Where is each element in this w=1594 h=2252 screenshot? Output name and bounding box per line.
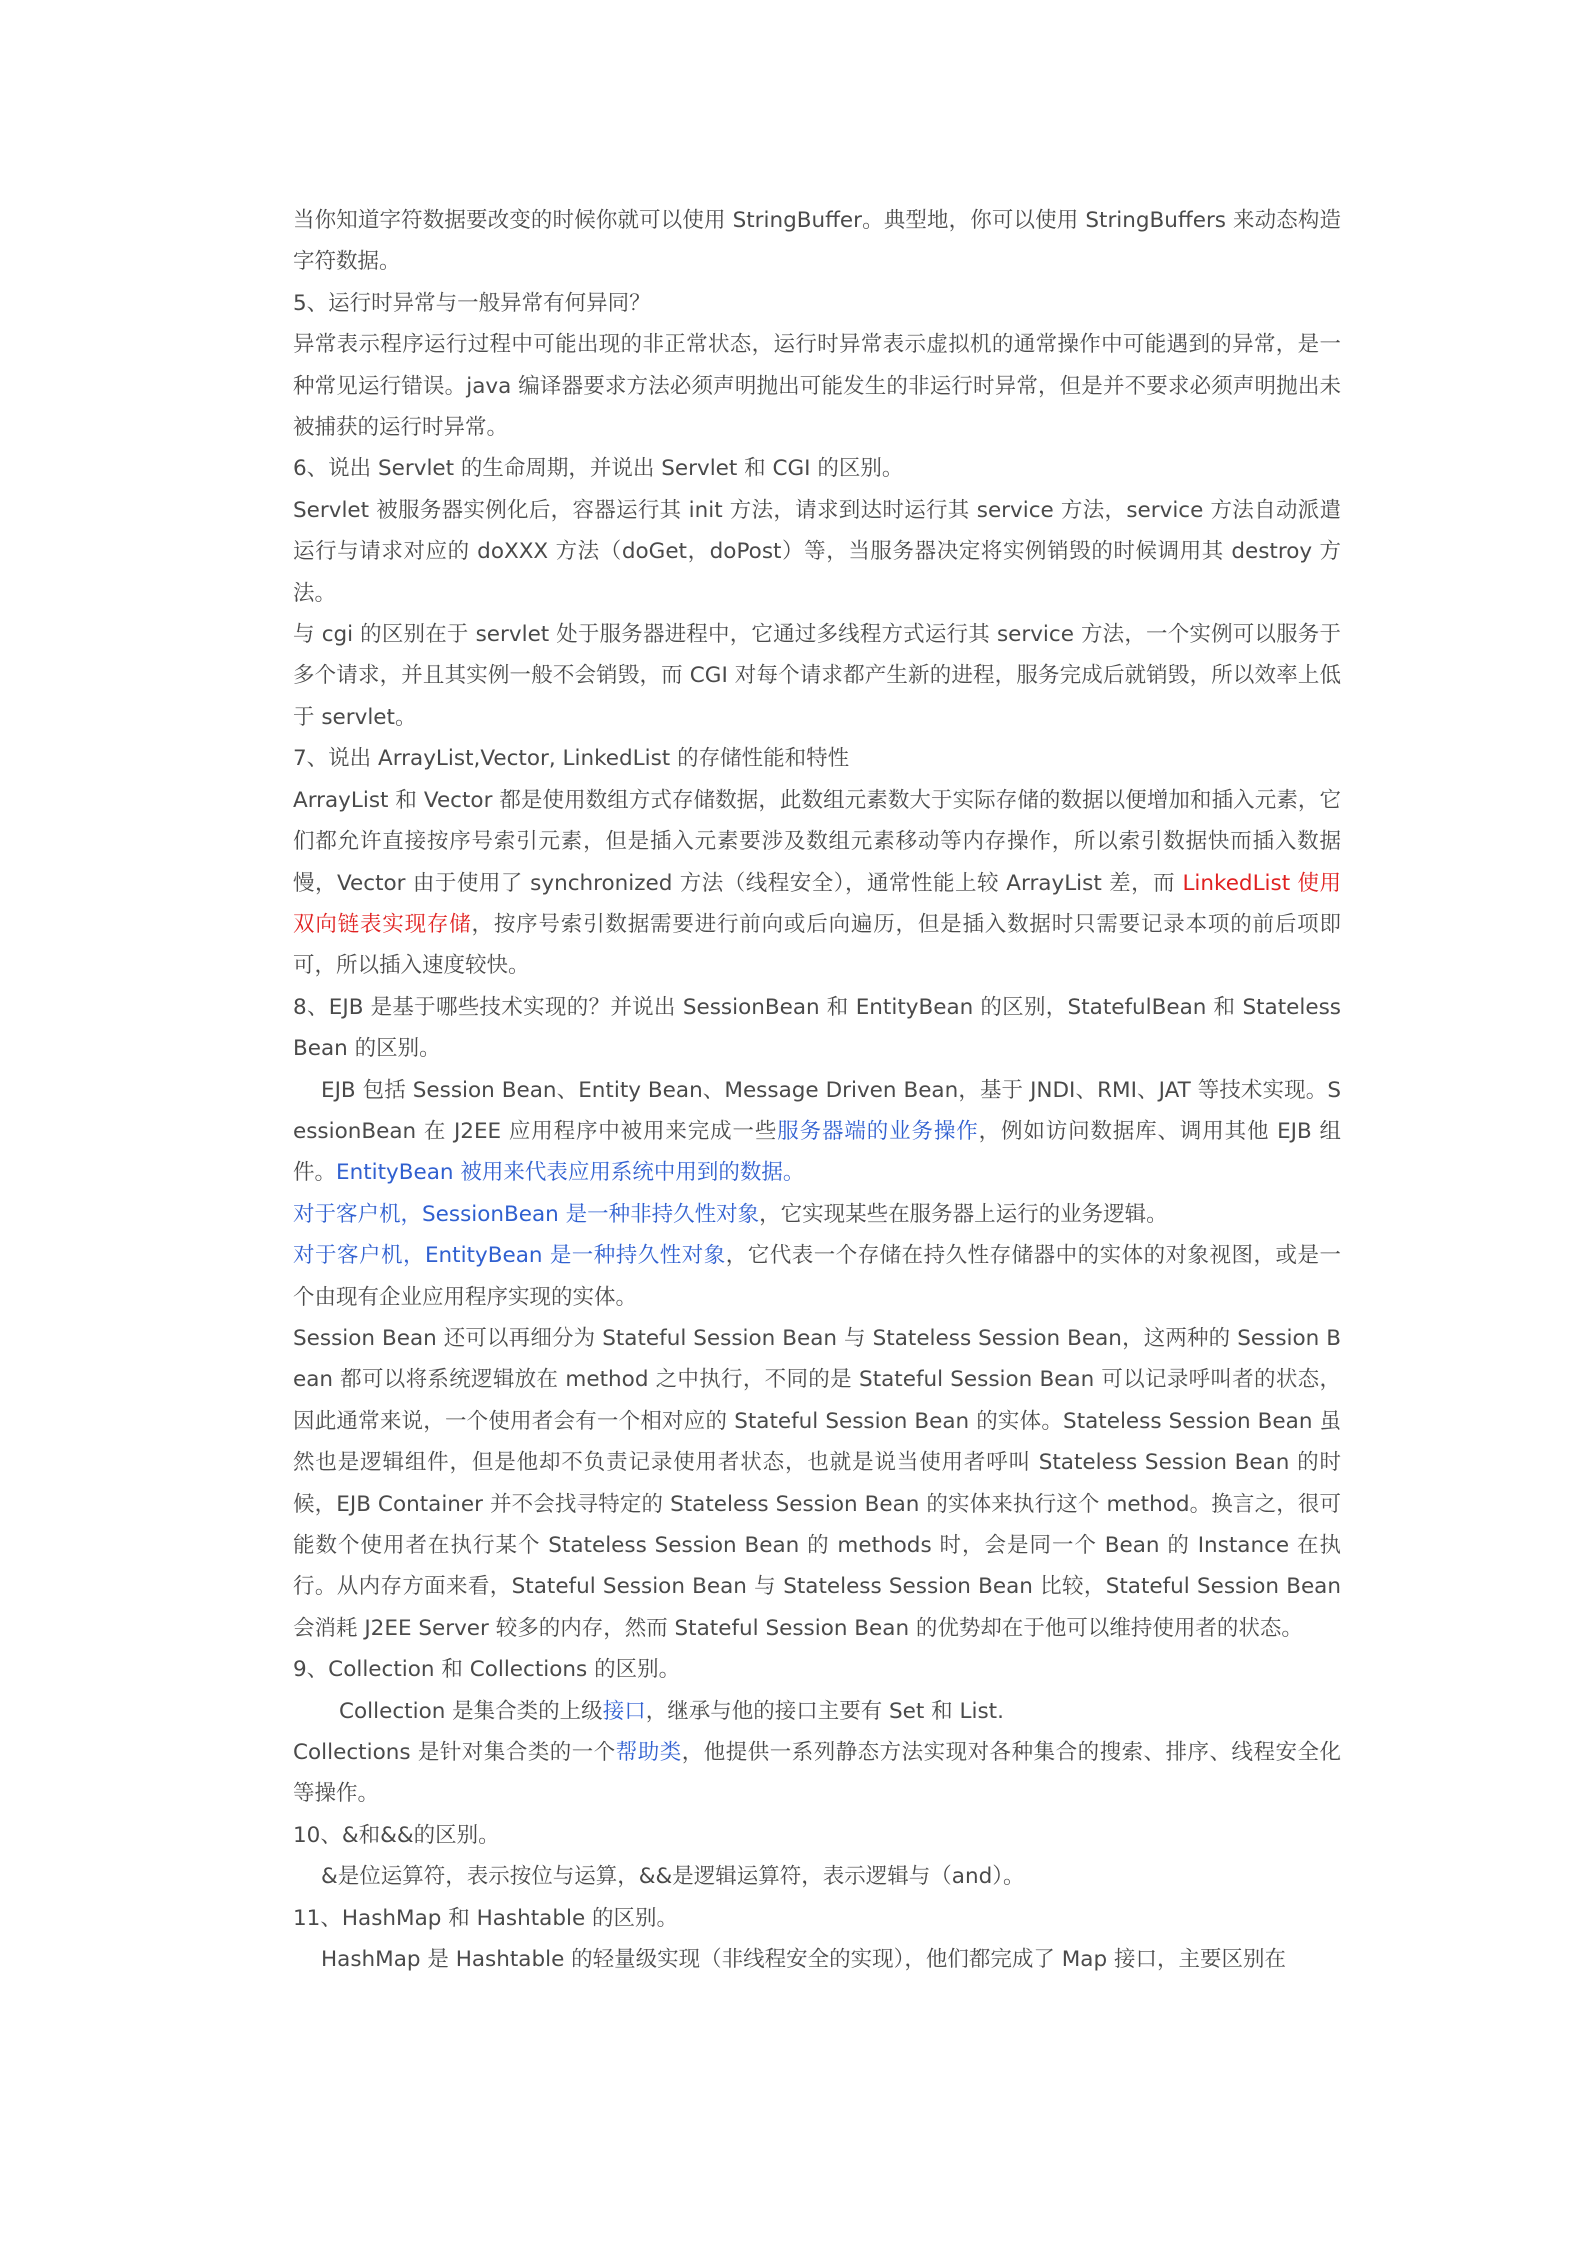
text-segment: 当你知道字符数据要改变的时候你就可以使用 StringBuffer。典型地，你可以使用 StringBuffers 来动态构造字符数据。 <box>293 208 1341 275</box>
answer-5-paragraph <box>293 324 1341 448</box>
answer-10-paragraph <box>293 1856 1341 1897</box>
text-segment: ，他提供一系列静态方法实现对各种集合的搜索、排序、线程安全化等操作。 <box>293 1740 1341 1807</box>
highlight-blue-text: 服务器端的业务操作 <box>777 1118 979 1144</box>
text-segment: 与 cgi 的区别在于 servlet 处于服务器进程中，它通过多线程方式运行其 service 方法，一个实例可以服务于多个请求，并且其实例一般不会销毁，而 CGI 对每个请求都产生新的进程，服务完成后就销毁，所以效率上低于 servlet。 <box>293 622 1341 730</box>
text-segment: 异常表示程序运行过程中可能出现的非正常状态，运行时异常表示虚拟机的通常操作中可能遇到的异常，是一种常见运行错误。java 编译器要求方法必须声明抛出可能发生的非运行时异常，但是并不要求必须声明抛出未被捕获的运行时异常。 <box>293 332 1341 441</box>
text-segment: ，它代表一个存储在持久性存储器中的实体的对象视图，或是一个由现有企业应用程序实现的实体。 <box>293 1243 1341 1310</box>
highlight-blue-text: 对于客户机，SessionBean 是一种非持久性对象 <box>293 1201 760 1227</box>
question-11-heading <box>293 1898 1341 1939</box>
text-segment: 8、EJB 是基于哪些技术实现的？并说出 SessionBean 和 EntityBean 的区别，StatefulBean 和 StatelessBean 的区别。 <box>293 994 1341 1062</box>
highlight-blue-text: EntityBean 被用来代表应用系统中用到的数据。 <box>336 1160 805 1186</box>
text-segment: ，继承与他的接口主要有 Set 和 List. <box>645 1698 1004 1724</box>
question-7-heading <box>293 738 1341 779</box>
highlight-blue-text: 帮助类 <box>615 1740 682 1766</box>
document-body <box>293 200 1341 1980</box>
text-segment: HashMap 是 Hashtable 的轻量级实现（非线程安全的实现），他们都完成了 Map 接口，主要区别在 <box>321 1947 1286 1973</box>
text-segment: Collection 是集合类的上级 <box>339 1698 603 1724</box>
answer-6-paragraph-2 <box>293 614 1341 738</box>
text-segment: ，例如访问数据库、调用其他 EJB 组件。 <box>293 1118 1341 1186</box>
text-segment: 11、HashMap 和 Hashtable 的区别。 <box>293 1905 679 1931</box>
text-segment: EJB 包括 Session Bean、Entity Bean、Message Driven Bean，基于 JNDI、RMI、JAT 等技术实现。SessionBean 在 J2EE 应用程序中被用来完成一些 <box>293 1077 1341 1144</box>
text-segment: 7、说出 ArrayList,Vector, LinkedList 的存储性能和特性 <box>293 746 850 772</box>
answer-6-paragraph-1 <box>293 490 1341 614</box>
text-segment: 9、Collection 和 Collections 的区别。 <box>293 1657 681 1683</box>
question-5-heading <box>293 283 1341 324</box>
highlight-red-text: LinkedList 使用双向链表实现存储 <box>293 870 1341 937</box>
text-segment: 10、&和&&的区别。 <box>293 1822 500 1848</box>
question-6-heading <box>293 448 1341 489</box>
text-segment: Collections 是针对集合类的一个 <box>293 1740 616 1766</box>
highlight-blue-text: 对于客户机，EntityBean 是一种持久性对象 <box>293 1243 726 1269</box>
answer-11-paragraph <box>293 1939 1341 1980</box>
answer-8-paragraph-4 <box>293 1318 1341 1649</box>
text-segment: &是位运算符，表示按位与运算，&&是逻辑运算符，表示逻辑与（and）。 <box>321 1864 1025 1890</box>
answer-8-paragraph-3 <box>293 1235 1341 1318</box>
question-8-heading <box>293 987 1341 1070</box>
text-segment: 5、运行时异常与一般异常有何异同？ <box>293 290 651 316</box>
question-10-heading <box>293 1815 1341 1856</box>
text-segment: ，它实现某些在服务器上运行的业务逻辑。 <box>759 1201 1168 1227</box>
text-segment: 6、说出 Servlet 的生命周期，并说出 Servlet 和 CGI 的区别。 <box>293 456 904 482</box>
text-segment: Servlet 被服务器实例化后，容器运行其 init 方法，请求到达时运行其 service 方法，service 方法自动派遣运行与请求对应的 doXXX 方法（doGet，doPost）等，当服务器决定将实例销毁的时候调用其 destroy 方法。 <box>293 497 1341 606</box>
answer-8-paragraph-2 <box>293 1194 1341 1235</box>
highlight-blue-text: 接口 <box>602 1698 646 1724</box>
answer-9-paragraph-2 <box>293 1732 1341 1815</box>
paragraph-stringbuffer <box>293 200 1341 283</box>
question-9-heading <box>293 1649 1341 1690</box>
answer-9-paragraph-1 <box>293 1691 1341 1732</box>
text-segment: ，按序号索引数据需要进行前向或后向遍历，但是插入数据时只需要记录本项的前后项即可，所以插入速度较快。 <box>293 911 1341 979</box>
text-segment: Session Bean 还可以再细分为 Stateful Session Bean 与 Stateless Session Bean，这两种的 Session Bean 都可以将系统逻辑放在 method 之中执行，不同的是 Stateful Session Bean 可以记录呼叫者的状态，因此通常来说，一个使用者会有一个相对应的 Stateful Session Bean 的实体。Stateless Session Bean 虽然也是逻辑组件，但是他却不负责记录使用者状态，也就是说当使用者呼叫 Stateless Session Bean 的时候，EJB Container 并不会找寻特定的 Stateless Session Bean 的实体来执行这个 method。换言之，很可能数个使用者在执行某个 Stateless Session Bean 的 methods 时，会是同一个 Bean 的 Instance 在执行。从内存方面来看，Stateful Session Bean 与 Stateless Session Bean 比较，Stateful Session Bean 会消耗 J2EE Server 较多的内存，然而 Stateful Session Bean 的优势却在于他可以维持使用者的状态。 <box>293 1325 1341 1641</box>
answer-8-paragraph-1 <box>293 1070 1341 1194</box>
text-segment: ArrayList 和 Vector 都是使用数组方式存储数据，此数组元素数大于实际存储的数据以便增加和插入元素，它们都允许直接按序号索引元素，但是插入元素要涉及数组元素移动等内存操作，所以索引数据快而插入数据慢，Vector 由于使用了 synchronized 方法（线程安全），通常性能上较 ArrayList 差，而 <box>293 787 1341 896</box>
answer-7-paragraph <box>293 780 1341 987</box>
